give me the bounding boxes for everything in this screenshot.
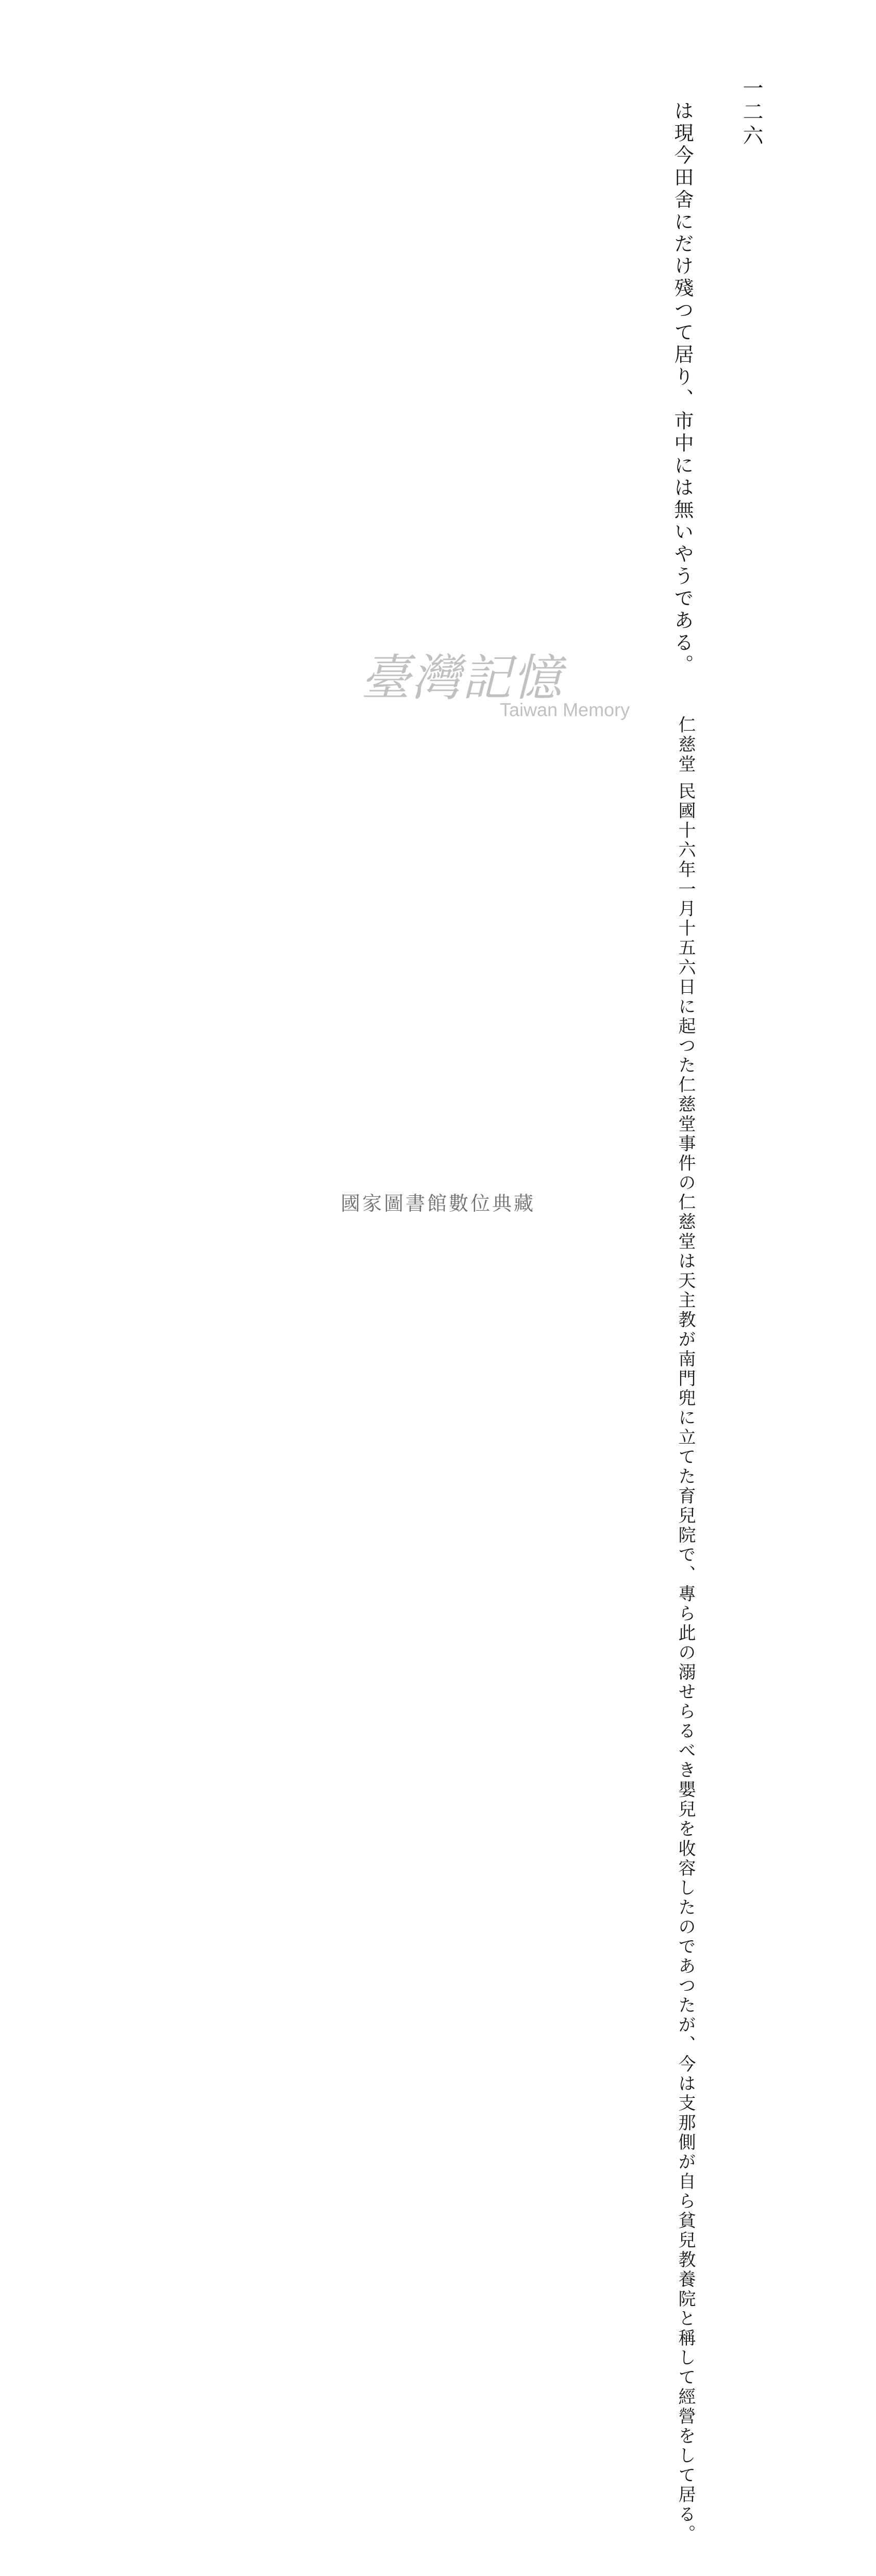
watermark-subtitle: Taiwan Memory [500,699,630,720]
footer-archive-label: 國家圖書館數位典藏 [340,1192,535,1215]
text-column-4 [134,2544,701,2576]
text-column-1: は現今田舍にだけ殘つて居り、市中には無いやうである。 [671,100,694,676]
text-column-2: 仁慈堂 民國十六年一月十五六日に起つた仁慈堂事件の仁慈堂は天主教が南門兜に立てた育兒院で、專ら此の溺せらるべき嬰兒を [675,716,696,1839]
page-number: 一二六 [739,77,763,148]
watermark-title: 臺灣記憶 [361,649,563,707]
text-column-3: 收容したのであつたが、今は支那側が自ら貧兒教養院と稱して經營をして居る。 [675,1839,696,2544]
